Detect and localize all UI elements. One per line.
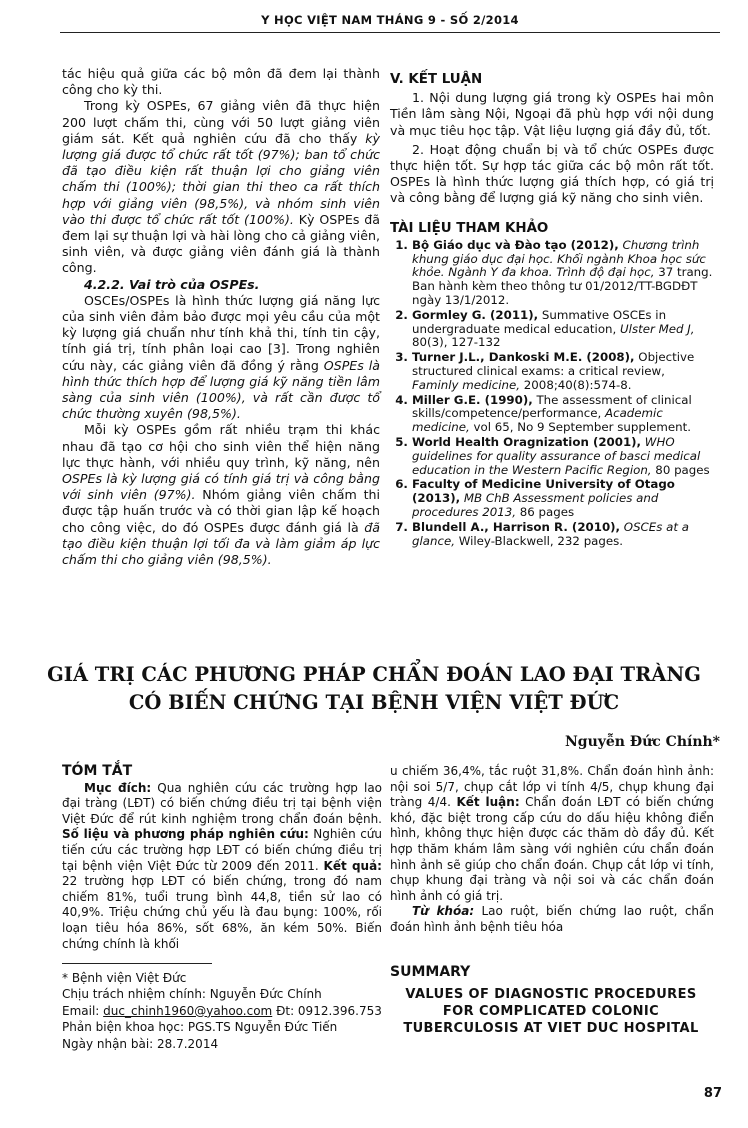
summary-block [390, 964, 712, 1037]
paragraph: Trong kỳ OSPEs, 67 giảng viên đã thực hiện 200 lượt chấm thi, cùng với 50 lượt giảng viên giám sát. Kết quả nghiên cứu đã cho thấy kỳ lượng giá được tổ chức rất tốt (97%); ban tổ chức đã tạo điều kiện rất thuận lợi cho giảng viên chấm thi (100%); thời gian thi theo ca rất thích hợp với giảng viên (98,5%), và nhóm sinh viên vào thi được tổ chức rất tốt (100%). Kỳ OSPEs đã đem lại sự thuận lợi và hài lòng cho cả giảng viên, sinh viên, và được giảng viên đánh giá là thành công. [62, 98, 381, 276]
abstract-right [390, 764, 714, 936]
references-heading: TÀI LIỆU THAM KHẢO [390, 220, 549, 236]
abstract-paragraph: Mục đích: Qua nghiên cứu các trường hợp lao đại tràng (LĐT) có biến chứng điều trị tại bệnh viện Việt Đức để rút kinh nghiệm trong chẩn đoán bệnh. Số liệu và phương pháp nghiên cứu: Nghiên cứu tiến cứu các trường hợp LĐT có biến chứng điều trị tại bệnh viện Việt Đức từ 2009 đến 2011. Kết quả: 22 trường hợp LĐT có biến chứng, trong đó nam chiếm 81%, tuổi trung bình 44,8, tiền sử lao có 40,9%. Triệu chứng chủ yếu là đau bụng: 100%, rối loạn tiêu hóa 86%, sốt 68%, ăn kém 50%. Biến chứng chính là khối [62, 780, 383, 951]
paragraph: Mỗi kỳ OSPEs gồm rất nhiều trạm thi khác nhau đã tạo cơ hội cho sinh viên thể hiện năng lực thực hành, với nhiều quy trình, kỹ năng, nên OSPEs là kỳ lượng giá có tính giá trị và công bằng với sinh viên (97%). Nhóm giảng viên chấm thi được tập huấn trước và có thời gian lập kế hoạch cho công việc, do đó OSPEs được đánh giá là đã tạo điều kiện thuận lợi tối đa và làm giảm áp lực chấm thi cho giảng viên (98,5%). [62, 422, 380, 568]
conclusion-item: 1. Nội dung lượng giá trong kỳ OSPEs hai môn Tiền lâm sàng Nội, Ngoại đã phù hợp với nội dung và mục tiêu học tập. Vật liệu lượng giá đầy đủ, tốt. [390, 90, 714, 138]
reference-list [390, 239, 714, 549]
abstract-heading: TÓM TẮT [62, 763, 133, 779]
footnotes [62, 970, 382, 1052]
paragraph: OSCEs/OSPEs là hình thức lượng giá năng lực của sinh viên đảm bảo được mọi yêu cầu của một kỳ lượng giá chuẩn như tính khả thi, tính tin cậy, tính giá trị, tính phân loại cao [3]. Trong nghiên cứu này, các giảng viên đã đồng ý rằng OSPEs là hình thức thích hợp để lượng giá kỹ năng tiền lâm sàng của sinh viên (100%), và rất cần được tổ chức thường xuyên (98,5%). [62, 292, 380, 422]
reference-item: 2. Gormley G. (2011), Summative OSCEs in undergraduate medical education, Ulster Med J, 80(3), 127-132 [412, 309, 714, 350]
reference-item: 6. Faculty of Medicine University of Otago (2013), MB ChB Assessment policies and procedures 2013, 86 pages [412, 478, 714, 519]
footnote-contact: Email: duc_chinh1960@yahoo.com Đt: 0912.396.753 [62, 1003, 382, 1018]
conclusion-item: 2. Hoạt động chuẩn bị và tổ chức OSPEs được thực hiện tốt. Sự hợp tác giữa các bộ môn rất tốt. OSPEs là hình thức lượng giá thích hợp, có giá trị và công bằng để lượng giá kỹ năng cho sinh viên. [390, 141, 714, 206]
footnote-reviewer: Phản biện khoa học: PGS.TS Nguyễn Đức Tiến [62, 1020, 338, 1035]
reference-item: 3. Turner J.L., Dankoski M.E. (2008), Objective structured clinical exams: a critical review, Faminly medicine, 2008;40(8):574-8. [412, 351, 714, 392]
summary-title: VALUES OF DIAGNOSTIC PROCEDURES FOR COMPLICATED COLONIC TUBERCULOSIS AT VIET DUC HOSPITAL [403, 987, 699, 1036]
footnote-date: Ngày nhận bài: 28.7.2014 [62, 1036, 219, 1051]
right-column [390, 72, 714, 549]
conclusion-heading: V. KẾT LUẬN [390, 72, 483, 87]
abstract-left [62, 764, 382, 952]
running-header: Y HỌC VIỆT NAM THÁNG 9 - SỐ 2/2014 [60, 10, 720, 33]
reference-item: 5. World Health Oragnization (2001), WHO guidelines for quality assurance of basci medical education in the Western Pacific Region, 80 pages [412, 436, 714, 477]
summary-heading: SUMMARY [390, 964, 471, 980]
article-author: Nguyễn Đức Chính* [565, 734, 720, 750]
reference-item: 1. Bộ Giáo dục và Đào tạo (2012), Chương trình khung giáo dục đại học. Khối ngành Khoa học sức khỏe. Ngành Y đa khoa. Trình độ đại học, 37 trang. Ban hành kèm theo thông tư 01/2012/TT-BGDĐT ngày 13/1/2012. [412, 239, 714, 308]
paragraph: tác hiệu quả giữa các bộ môn đã đem lại thành công cho kỳ thi. [62, 66, 380, 98]
email-link[interactable]: duc_chinh1960@yahoo.com [103, 1003, 273, 1018]
reference-item: 7. Blundell A., Harrison R. (2010), OSCEs at a glance, Wiley-Blackwell, 232 pages. [412, 521, 714, 549]
footnote-responsible: Chịu trách nhiệm chính: Nguyễn Đức Chính [62, 987, 322, 1002]
page-number: 87 [703, 1086, 722, 1101]
keywords: Từ khóa: Lao ruột, biến chứng lao ruột, chẩn đoán hình ảnh bệnh tiêu hóa [390, 904, 714, 934]
reference-item: 4. Miller G.E. (1990), The assessment of clinical skills/competence/performance, Academic medicine, vol 65, No 9 September supplement. [412, 394, 714, 435]
subsection-heading: 4.2.2. Vai trò của OSPEs. [84, 276, 260, 292]
abstract-paragraph: u chiếm 36,4%, tắc ruột 31,8%. Chẩn đoán hình ảnh: nội soi 5/7, chụp cắt lớp vi tính 4/5, chụp khung đại tràng 4/4. Kết luận: Chẩn đoán LĐT có biến chứng khó, đặc biệt trong cấp cứu do dấu hiệu không điển hình, không thực hiện được các thăm dò đầy đủ. Kết hợp thăm khám lâm sàng với nghiên cứu chẩn đoán hình ảnh sẽ giúp cho chẩn đoán. Chụp cắt lớp vi tính, chụp khung đại tràng và nội soi và các chẩn đoán hình ảnh có giá trị. [390, 764, 714, 903]
left-column [62, 66, 380, 568]
footnote-affiliation: * Bệnh viện Việt Đức [62, 971, 187, 985]
article-title: GIÁ TRỊ CÁC PHƯƠNG PHÁP CHẨN ĐOÁN LAO ĐẠI TRÀNG CÓ BIẾN CHỨNG TẠI BỆNH VIỆN VIỆT ĐỨC [47, 663, 701, 714]
footnote-divider [62, 963, 212, 964]
